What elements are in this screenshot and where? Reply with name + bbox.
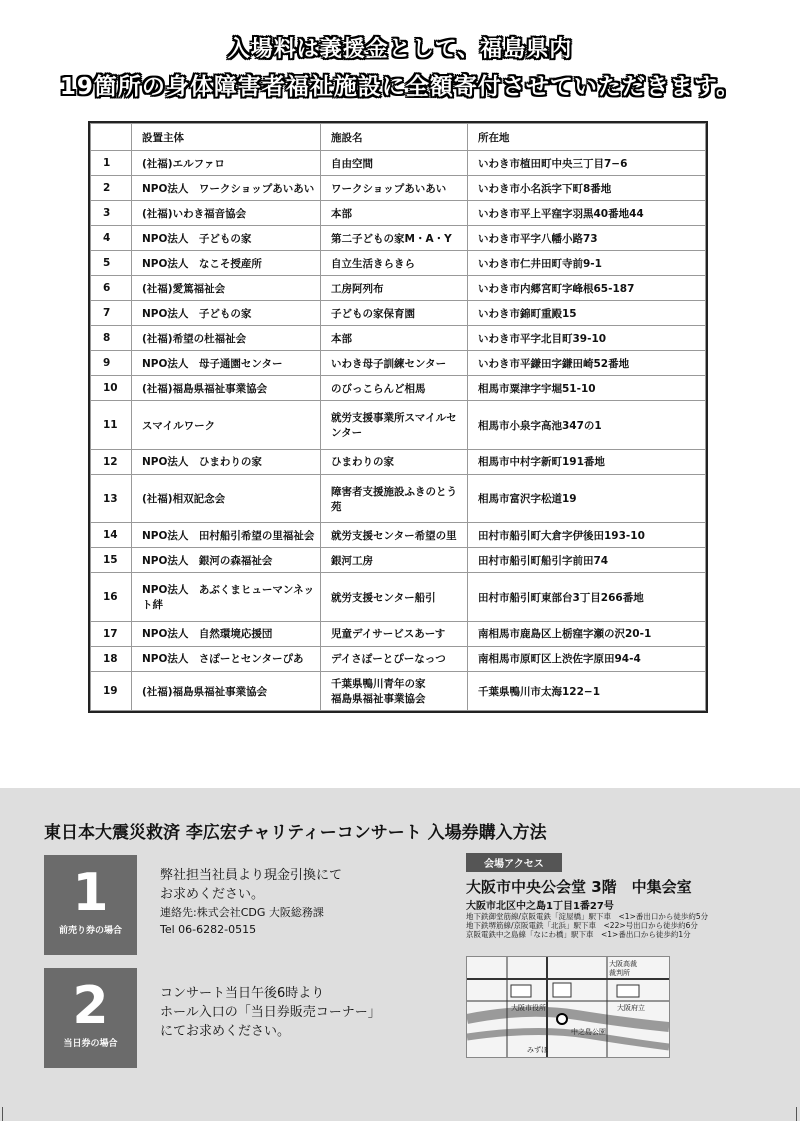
- row-organization-text: NPO法人 子どもの家: [142, 307, 252, 320]
- row-facility-text: 児童デイサービスあーす: [331, 628, 446, 641]
- row-organization-text: (社福)福島県福祉事業協会: [142, 382, 268, 395]
- row-facility-text: 子どもの家保育園: [331, 307, 415, 320]
- row-facility-text: 第二子どもの家M・A・Y: [331, 232, 452, 245]
- row-address: [468, 401, 706, 450]
- row-address: [468, 646, 706, 671]
- row-number: [91, 351, 132, 376]
- row-organization-text: (社福)愛篤福祉会: [142, 282, 226, 295]
- row-organization-text: (社福)希望の杜福祉会: [142, 332, 247, 345]
- row-organization: [132, 201, 321, 226]
- row-facility-text: 就労支援センター希望の里: [331, 529, 457, 542]
- row-address-text: 南相馬市原町区上渋佐字原田94-4: [478, 653, 641, 666]
- row-facility: [321, 201, 468, 226]
- row-organization-text: NPO法人 ひまわりの家: [142, 456, 262, 469]
- row-number-text: 5: [103, 257, 111, 270]
- row-organization-text: NPO法人 なこそ授産所: [142, 257, 262, 270]
- row-number-text: 11: [103, 419, 118, 432]
- row-facility-text: 銀河工房: [331, 554, 373, 567]
- row-number: [91, 376, 132, 401]
- row-address-text: いわき市平字北目町39-10: [478, 332, 607, 345]
- row-number: [91, 251, 132, 276]
- row-organization: [132, 326, 321, 351]
- row-address-text: いわき市小名浜字下町8番地: [478, 182, 612, 195]
- row-number: [91, 326, 132, 351]
- row-address: [468, 376, 706, 401]
- header-number: [91, 124, 132, 151]
- row-number: [91, 449, 132, 474]
- row-organization-text: NPO法人 自然環境応援団: [142, 628, 273, 641]
- row-number-text: 13: [103, 492, 118, 505]
- row-facility-text: 就労支援事業所スマイルセンター: [331, 412, 457, 440]
- row-number: [91, 176, 132, 201]
- row-number: [91, 276, 132, 301]
- row-address: [468, 548, 706, 573]
- row-facility-text: 本部: [331, 332, 352, 345]
- row-organization-text: NPO法人 銀河の森福祉会: [142, 554, 273, 567]
- row-address: [468, 176, 706, 201]
- venue-address: 大阪市北区中之島1丁目1番27号: [466, 901, 614, 912]
- method-1-line-2: お求めください。: [160, 887, 265, 902]
- row-address-text: いわき市植田町中央三丁目7−6: [478, 157, 628, 170]
- table-row: [91, 301, 706, 326]
- row-organization: [132, 573, 321, 622]
- method-2-text: [160, 984, 381, 1041]
- row-facility-text-2: 福島県福祉事業協会: [331, 693, 426, 705]
- row-number: [91, 401, 132, 450]
- row-facility-text: 障害者支援施設ふきのとう苑: [331, 485, 457, 513]
- row-organization: [132, 523, 321, 548]
- row-facility: [321, 523, 468, 548]
- row-organization-text: NPO法人 母子通園センター: [142, 357, 283, 370]
- row-organization: [132, 176, 321, 201]
- route-1: 地下鉄御堂筋線/京阪電鉄「淀屋橋」駅下車 <1>番出口から徒歩約5分: [466, 912, 709, 921]
- row-address-text: 相馬市富沢字松道19: [478, 493, 577, 506]
- row-address-text: 田村市船引町船引字前田74: [478, 554, 609, 567]
- table-row: [91, 672, 706, 711]
- row-facility-text: 自由空間: [331, 157, 373, 170]
- table-row: [91, 376, 706, 401]
- table-row: [91, 276, 706, 301]
- row-address-text: 南相馬市鹿島区上栃窪字瀬の沢20-1: [478, 628, 652, 641]
- row-number-text: 10: [103, 382, 118, 395]
- row-address: [468, 474, 706, 523]
- row-facility: [321, 351, 468, 376]
- row-address: [468, 621, 706, 646]
- table-row: [91, 548, 706, 573]
- row-address-text: 相馬市粟津字宇堀51-10: [478, 382, 596, 395]
- row-organization: [132, 449, 321, 474]
- row-facility: [321, 326, 468, 351]
- row-facility: [321, 226, 468, 251]
- method-2-number: 2: [72, 976, 109, 1036]
- row-number: [91, 573, 132, 622]
- row-number: [91, 201, 132, 226]
- crop-mark-right: [796, 1107, 797, 1121]
- row-address: [468, 326, 706, 351]
- method-2-badge: [44, 968, 137, 1068]
- table-row: [91, 151, 706, 176]
- row-address-text: いわき市平鎌田字鎌田崎52番地: [478, 357, 630, 370]
- table-row: [91, 621, 706, 646]
- method-1-contact: 連絡先:株式会社CDG 大阪総務課: [160, 906, 324, 919]
- row-facility: [321, 401, 468, 450]
- table-row: [91, 176, 706, 201]
- row-number-text: 4: [103, 232, 111, 245]
- row-organization-text: NPO法人 あぶくまヒューマンネット絆: [142, 584, 315, 612]
- method-1-text: [160, 866, 342, 938]
- row-organization-text: (社福)いわき福音協会: [142, 207, 247, 220]
- row-facility-text: いわき母子訓練センター: [331, 357, 447, 370]
- row-facility: [321, 449, 468, 474]
- row-organization: [132, 251, 321, 276]
- row-facility: [321, 376, 468, 401]
- row-facility: [321, 548, 468, 573]
- access-map: [466, 956, 670, 1058]
- map-label-f: 大阪府立: [617, 1004, 645, 1012]
- facility-table: [88, 121, 708, 713]
- row-number: [91, 672, 132, 711]
- row-address-text: いわき市平上平窪字羽黒40番地44: [478, 207, 644, 220]
- row-organization: [132, 621, 321, 646]
- row-address-text: いわき市仁井田町寺前9-1: [478, 257, 602, 270]
- row-organization: [132, 376, 321, 401]
- row-organization: [132, 474, 321, 523]
- header-address: 所在地: [468, 124, 706, 151]
- purchase-title: 東日本大震災救済 李広宏チャリティーコンサート 入場券購入方法: [44, 823, 547, 843]
- row-address: [468, 672, 706, 711]
- row-organization: [132, 276, 321, 301]
- row-address-text: いわき市平字八幡小路73: [478, 232, 598, 245]
- table-row: [91, 573, 706, 622]
- route-2: 地下鉄堺筋線/京阪電鉄「北浜」駅下車 <22>号出口から徒歩約6分: [466, 921, 698, 930]
- row-facility: [321, 301, 468, 326]
- row-organization: [132, 646, 321, 671]
- row-number-text: 12: [103, 455, 118, 468]
- method-2-line-2: ホール入口の「当日券販売コーナー」: [160, 1005, 381, 1020]
- row-facility-text: 就労支援センター船引: [331, 591, 436, 604]
- row-address: [468, 251, 706, 276]
- table-row: [91, 474, 706, 523]
- method-1-line-1: 弊社担当社員より現金引換にて: [160, 868, 343, 883]
- row-organization-text: NPO法人 さぽーとセンターぴあ: [142, 653, 304, 666]
- row-facility-text: 本部: [331, 207, 352, 220]
- row-organization: [132, 351, 321, 376]
- method-1-tel: Tel 06-6282-0515: [160, 923, 257, 936]
- row-facility: [321, 621, 468, 646]
- row-number-text: 19: [103, 685, 118, 697]
- row-number: [91, 621, 132, 646]
- map-label-d: 中之島公園: [571, 1028, 606, 1036]
- row-facility-text: 自立生活きらきら: [331, 257, 415, 270]
- row-organization: [132, 226, 321, 251]
- row-organization-text: (社福)福島県福祉事業協会: [142, 685, 268, 698]
- table-row: [91, 401, 706, 450]
- crop-mark-left: [2, 1107, 3, 1121]
- row-facility-text: 工房阿列布: [331, 282, 384, 295]
- table-header-row: [91, 124, 706, 151]
- row-organization-text: NPO法人 子どもの家: [142, 232, 252, 245]
- method-1-label: 前売り券の場合: [58, 926, 122, 936]
- row-organization: [132, 301, 321, 326]
- row-number-text: 6: [103, 282, 111, 295]
- row-number-text: 14: [103, 529, 118, 542]
- access-tag: 会場アクセス: [466, 853, 562, 872]
- row-address: [468, 226, 706, 251]
- row-address: [468, 523, 706, 548]
- row-address-text: 田村市船引町東部台3丁目266番地: [478, 591, 644, 604]
- method-2-label: 当日券の場合: [63, 1039, 118, 1049]
- row-number: [91, 548, 132, 573]
- row-number-text: 8: [103, 332, 111, 345]
- row-organization-text: NPO法人 田村船引希望の里福祉会: [142, 529, 315, 542]
- row-number-text: 9: [103, 357, 111, 370]
- row-facility: [321, 176, 468, 201]
- row-number: [91, 301, 132, 326]
- method-1-number: 1: [72, 863, 109, 923]
- method-2-line-3: にてお求めください。: [160, 1024, 291, 1039]
- row-organization-text: (社福)エルファロ: [142, 157, 225, 170]
- access-info: [466, 852, 766, 939]
- row-number-text: 3: [103, 207, 111, 220]
- header-organization: 設置主体: [132, 124, 321, 151]
- row-address: [468, 449, 706, 474]
- row-number-text: 7: [103, 307, 111, 320]
- row-organization: [132, 401, 321, 450]
- row-address-text: いわき市錦町重殿15: [478, 307, 577, 320]
- row-facility-text: ワークショップあいあい: [331, 182, 447, 195]
- table-row: [91, 226, 706, 251]
- row-facility: [321, 151, 468, 176]
- row-number: [91, 523, 132, 548]
- row-address-text: 相馬市小泉字高池347の1: [478, 419, 602, 432]
- row-organization-text: NPO法人 ワークショップあいあい: [142, 182, 315, 195]
- row-facility: [321, 672, 468, 711]
- row-address: [468, 573, 706, 622]
- row-facility: [321, 646, 468, 671]
- map-label-b: 裁判所: [609, 969, 630, 977]
- row-organization-text: スマイルワーク: [142, 419, 216, 432]
- row-address: [468, 151, 706, 176]
- row-facility-text: 千葉県鴨川青年の家: [331, 678, 426, 690]
- row-number-text: 16: [103, 591, 118, 604]
- row-number-text: 18: [103, 652, 118, 665]
- method-1-badge: [44, 855, 137, 955]
- table-row: [91, 201, 706, 226]
- row-address: [468, 301, 706, 326]
- map-label-a: 大阪高裁: [609, 960, 637, 968]
- table-row: [91, 449, 706, 474]
- row-facility: [321, 276, 468, 301]
- row-number: [91, 226, 132, 251]
- row-organization: [132, 151, 321, 176]
- row-facility: [321, 251, 468, 276]
- row-address-text: 相馬市中村字新町191番地: [478, 456, 605, 469]
- route-3: 京阪電鉄中之島線「なにわ橋」駅下車 <1>番出口から徒歩約1分: [466, 930, 691, 939]
- row-organization-text: (社福)相双記念会: [142, 493, 226, 506]
- venue-name: 大阪市中央公会堂 3階 中集会室: [466, 878, 692, 896]
- row-address: [468, 351, 706, 376]
- row-number: [91, 474, 132, 523]
- table-row: [91, 351, 706, 376]
- row-address: [468, 276, 706, 301]
- row-number-text: 15: [103, 554, 118, 567]
- row-number-text: 2: [103, 182, 111, 195]
- row-address-text: 田村市船引町大倉字伊後田193-10: [478, 529, 645, 542]
- table-row: [91, 251, 706, 276]
- row-address: [468, 201, 706, 226]
- row-facility: [321, 474, 468, 523]
- row-number-text: 17: [103, 627, 118, 640]
- map-label-c: 大阪市役所: [511, 1004, 546, 1012]
- row-facility: [321, 573, 468, 622]
- headline-line-1: 入場料は義援金として、福島県内: [227, 37, 573, 62]
- row-address-text: いわき市内郷宮町字峰根65-187: [478, 282, 635, 295]
- row-facility-text: ひまわりの家: [331, 456, 394, 469]
- row-number: [91, 151, 132, 176]
- table-row: [91, 523, 706, 548]
- row-organization: [132, 548, 321, 573]
- row-number: [91, 646, 132, 671]
- header-facility: 施設名: [321, 124, 468, 151]
- row-facility-text: のびっこらんど相馬: [331, 382, 426, 395]
- method-2-line-1: コンサート当日午後6時より: [160, 986, 325, 1001]
- table-row: [91, 646, 706, 671]
- row-facility-text: デイさぽーとぴーなっつ: [331, 653, 446, 666]
- row-organization: [132, 672, 321, 711]
- row-number-text: 1: [103, 157, 111, 170]
- table-row: [91, 326, 706, 351]
- headline-line-2: 19箇所の身体障害者福祉施設に全額寄付させていただきます。: [59, 74, 741, 100]
- map-label-e: みずほ: [527, 1046, 548, 1054]
- row-address-text: 千葉県鴨川市太海122−1: [478, 685, 601, 698]
